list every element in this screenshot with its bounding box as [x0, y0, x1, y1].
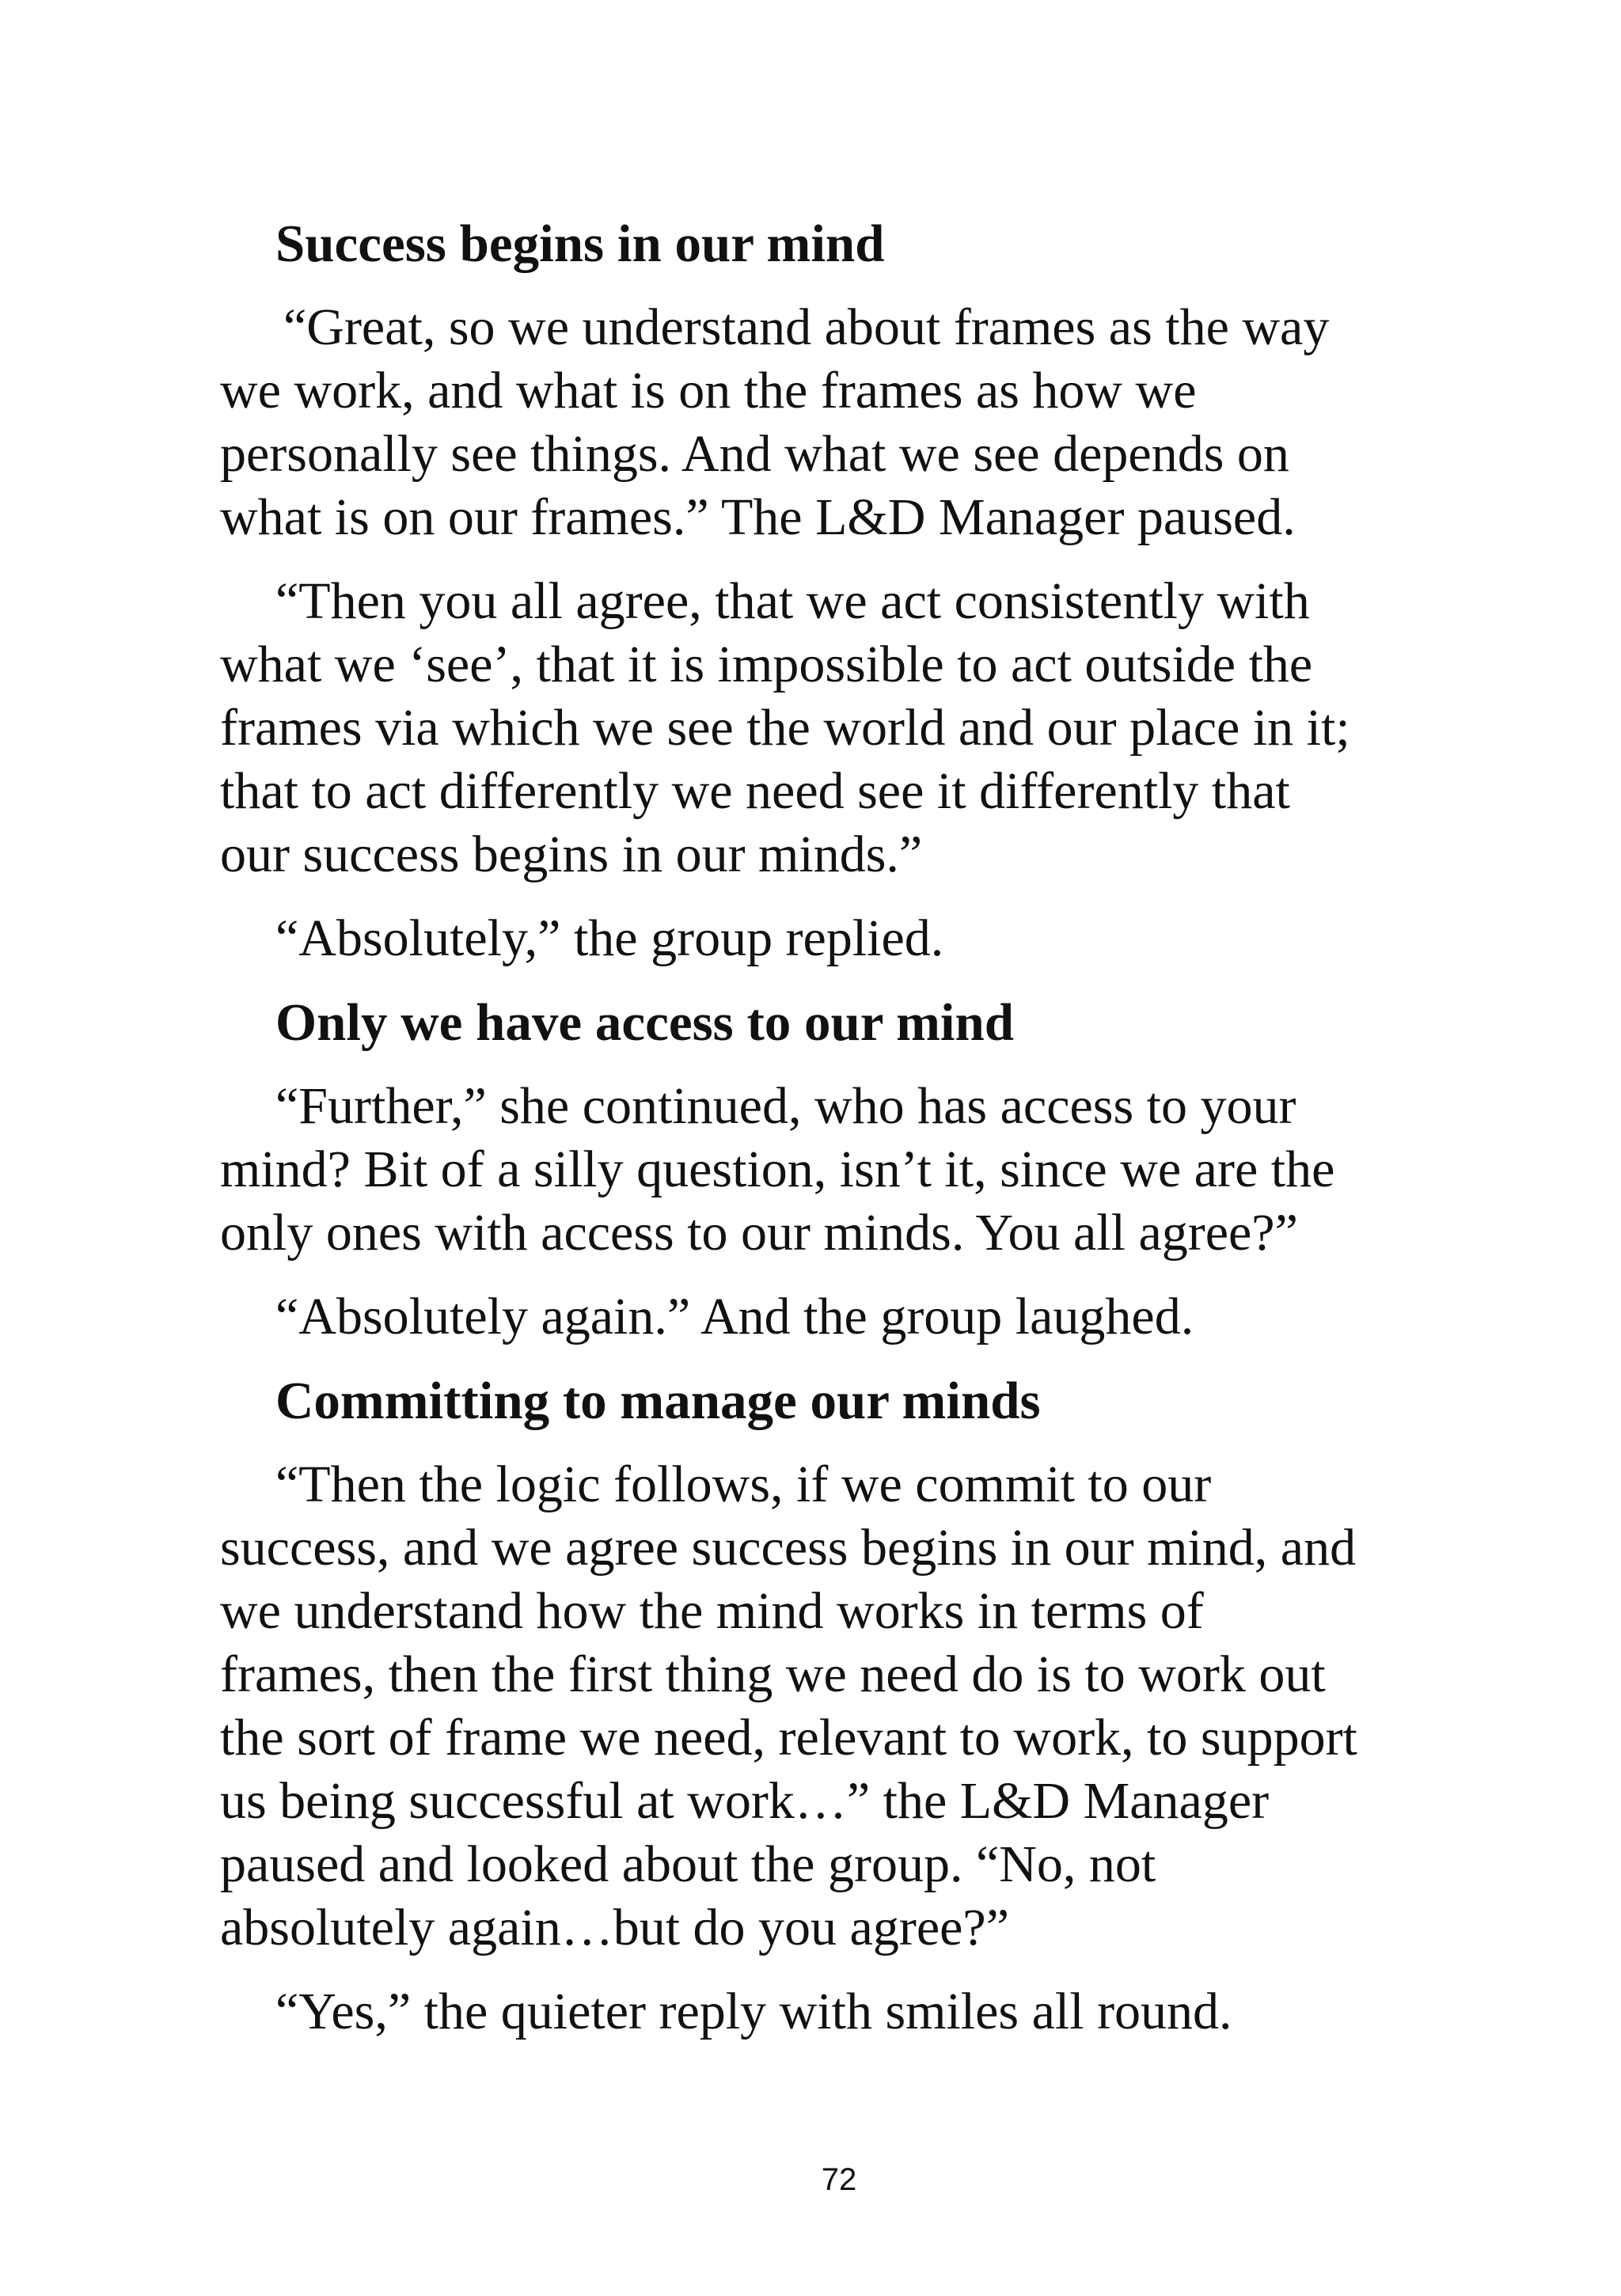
paragraph-line: that to act differently we need see it differently that — [220, 762, 1290, 820]
paragraph-line: “Further,” she continued, who has access to your — [275, 1077, 1296, 1135]
paragraph-line: what is on our frames.” The L&D Manager paused. — [220, 488, 1296, 546]
paragraph-line: “Absolutely again.” And the group laughed. — [275, 1288, 1194, 1345]
paragraph-line: we work, and what is on the frames as how we — [220, 362, 1197, 419]
paragraph-line: absolutely again…but do you agree?” — [220, 1899, 1009, 1956]
paragraph-line: only ones with access to our minds. You all agree?” — [220, 1204, 1298, 1262]
page-number: 72 — [821, 2162, 857, 2197]
paragraph-line: the sort of frame we need, relevant to work, to support — [220, 1709, 1357, 1767]
paragraph-line: “Then the logic follows, if we commit to our — [275, 1455, 1212, 1513]
paragraph-line: frames via which we see the world and our place in it; — [220, 699, 1350, 757]
paragraph-line: personally see things. And what we see depends on — [220, 425, 1289, 483]
paragraph-line: “Yes,” the quieter reply with smiles all round. — [275, 1983, 1232, 2040]
paragraph-agree — [220, 570, 1423, 886]
paragraph-line: paused and looked about the group. “No, not — [220, 1835, 1156, 1893]
paragraph-yes-reply — [220, 1980, 1423, 2044]
paragraph-line: our success begins in our minds.” — [220, 825, 923, 883]
paragraph-line: us being successful at work…” the L&D Manager — [220, 1772, 1270, 1830]
paragraph-line: we understand how the mind works in terms of — [220, 1582, 1204, 1640]
paragraph-line: “Absolutely,” the group replied. — [275, 909, 944, 967]
paragraph-line: “Then you all agree, that we act consistently with — [275, 572, 1310, 630]
paragraph-reply-absolutely — [220, 907, 1423, 970]
paragraph-line: “Great, so we understand about frames as the way — [283, 298, 1330, 356]
section-heading-only-we-have-access: Only we have access to our mind — [275, 993, 1015, 1052]
paragraph-logic-follows — [220, 1453, 1423, 1960]
section-heading-committing: Committing to manage our minds — [275, 1372, 1041, 1430]
paragraph-line: success, and we agree success begins in our mind, and — [220, 1519, 1357, 1577]
paragraph-line: frames, then the first thing we need do is to work out — [220, 1645, 1326, 1703]
paragraph-frames — [220, 296, 1423, 549]
text-column — [220, 212, 1423, 2064]
paragraph-line: what we ‘see’, that it is impossible to act outside the — [220, 636, 1313, 693]
paragraph-absolutely-again — [220, 1285, 1423, 1349]
paragraph-line: mind? Bit of a silly question, isn’t it, since we are the — [220, 1140, 1335, 1198]
paragraph-further — [220, 1075, 1423, 1265]
section-heading-success-begins: Success begins in our mind — [275, 214, 885, 273]
